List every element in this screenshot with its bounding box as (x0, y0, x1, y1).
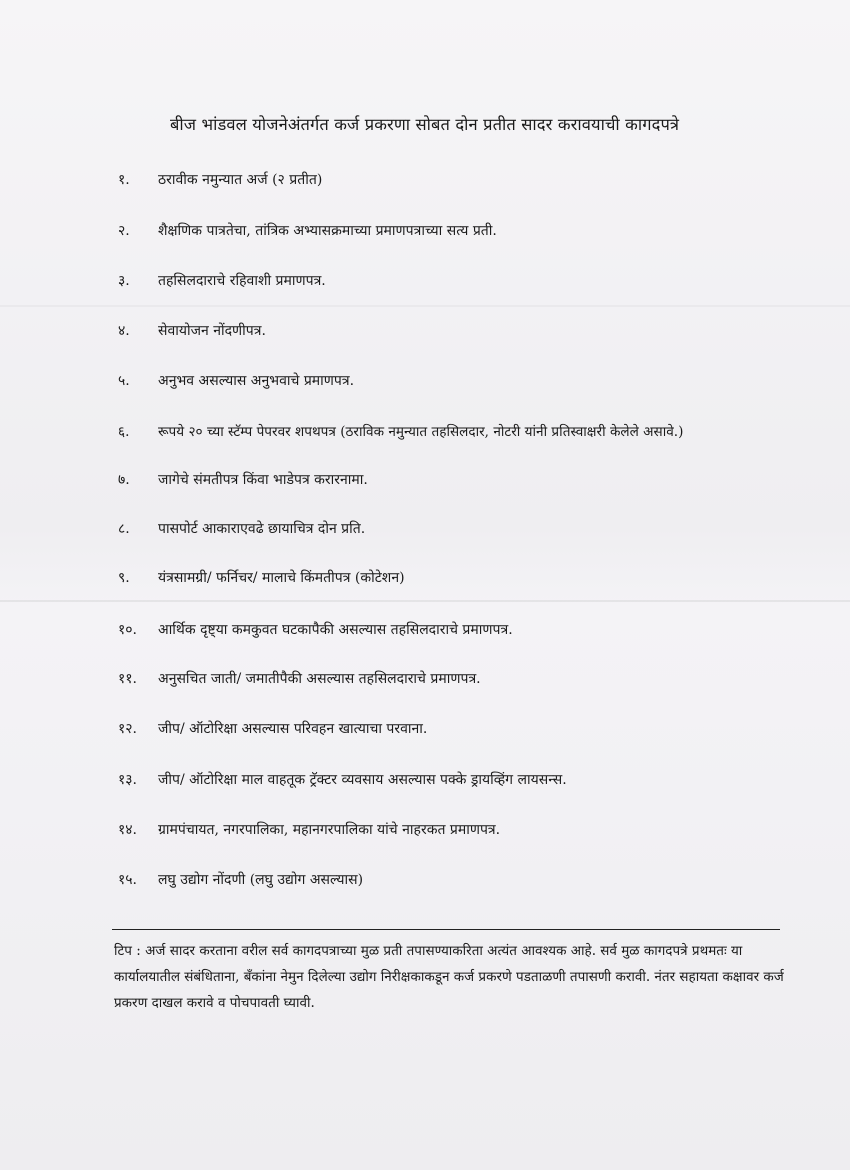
list-item: ११. अनुसचित जाती/ जमातीपैकी असल्यास तहसिलदाराचे प्रमाणपत्र. (118, 671, 481, 687)
list-item: ९. यंत्रसामग्री/ फर्निचर/ मालाचे किंमतीपत्र (कोटेशन) (118, 570, 405, 586)
note-divider (112, 929, 780, 930)
list-item: १२. जीप/ ऑटोरिक्षा असल्यास परिवहन खात्याचा परवाना. (118, 721, 428, 737)
list-item: ८. पासपोर्ट आकाराएवढे छायाचित्र दोन प्रति. (118, 521, 366, 537)
document-title: बीज भांडवल योजनेअंतर्गत कर्ज प्रकरणा सोबत दोन प्रतीत सादर करावयाची कागदपत्रे (170, 115, 680, 134)
list-item: ६. रूपये २० च्या स्टॅम्प पेपरवर शपथपत्र (ठराविक नमुन्यात तहसिलदार, नोटरी यांनी प्रतिस्वाक्षरी केलेले असावे.) (118, 424, 684, 440)
list-item: ४. सेवायोजन नोंदणीपत्र. (118, 323, 266, 339)
note-paragraph: टिप : अर्ज सादर करताना वरील सर्व कागदपत्राच्या मुळ प्रती तपासण्याकरिता अत्यंत आवश्यक आहे. सर्व मुळ कागदपत्रे प्रथमतः या कार्यालयातील संबंधिताना, बँकांना नेमुन दिलेल्या उद्योग निरीक्षकाकडून कर्ज प्रकरणे पडताळणी तपासणी करावी. नंतर सहायता कक्षावर कर्ज प्रकरण दाखल करावे व पोचपावती घ्यावी. (114, 943, 784, 1011)
list-item: ३. तहसिलदाराचे रहिवाशी प्रमाणपत्र. (118, 273, 326, 289)
list-item: १४. ग्रामपंचायत, नगरपालिका, महानगरपालिका यांचे नाहरकत प्रमाणपत्र. (118, 822, 501, 838)
list-item: १३. जीप/ ऑटोरिक्षा माल वाहतूक ट्रॅक्टर व्यवसाय असल्यास पक्के ड्रायव्हिंग लायसन्स. (118, 772, 567, 788)
list-item: ७. जागेचे संमतीपत्र किंवा भाडेपत्र करारनामा. (118, 472, 368, 488)
list-item: २. शैक्षणिक पात्रतेचा, तांत्रिक अभ्यासक्रमाच्या प्रमाणपत्राच्या सत्य प्रती. (118, 223, 497, 239)
list-item: ५. अनुभव असल्यास अनुभवाचे प्रमाणपत्र. (118, 373, 355, 389)
list-item: १. ठरावीक नमुन्यात अर्ज (२ प्रतीत) (118, 172, 323, 188)
paper-fold (0, 305, 850, 307)
list-item: १०. आर्थिक दृष्ट्या कमकुवत घटकापैकी असल्यास तहसिलदाराचे प्रमाणपत्र. (118, 622, 513, 638)
list-item: १५. लघु उद्योग नोंदणी (लघु उद्योग असल्यास) (118, 872, 364, 888)
paper-fold (0, 600, 850, 602)
